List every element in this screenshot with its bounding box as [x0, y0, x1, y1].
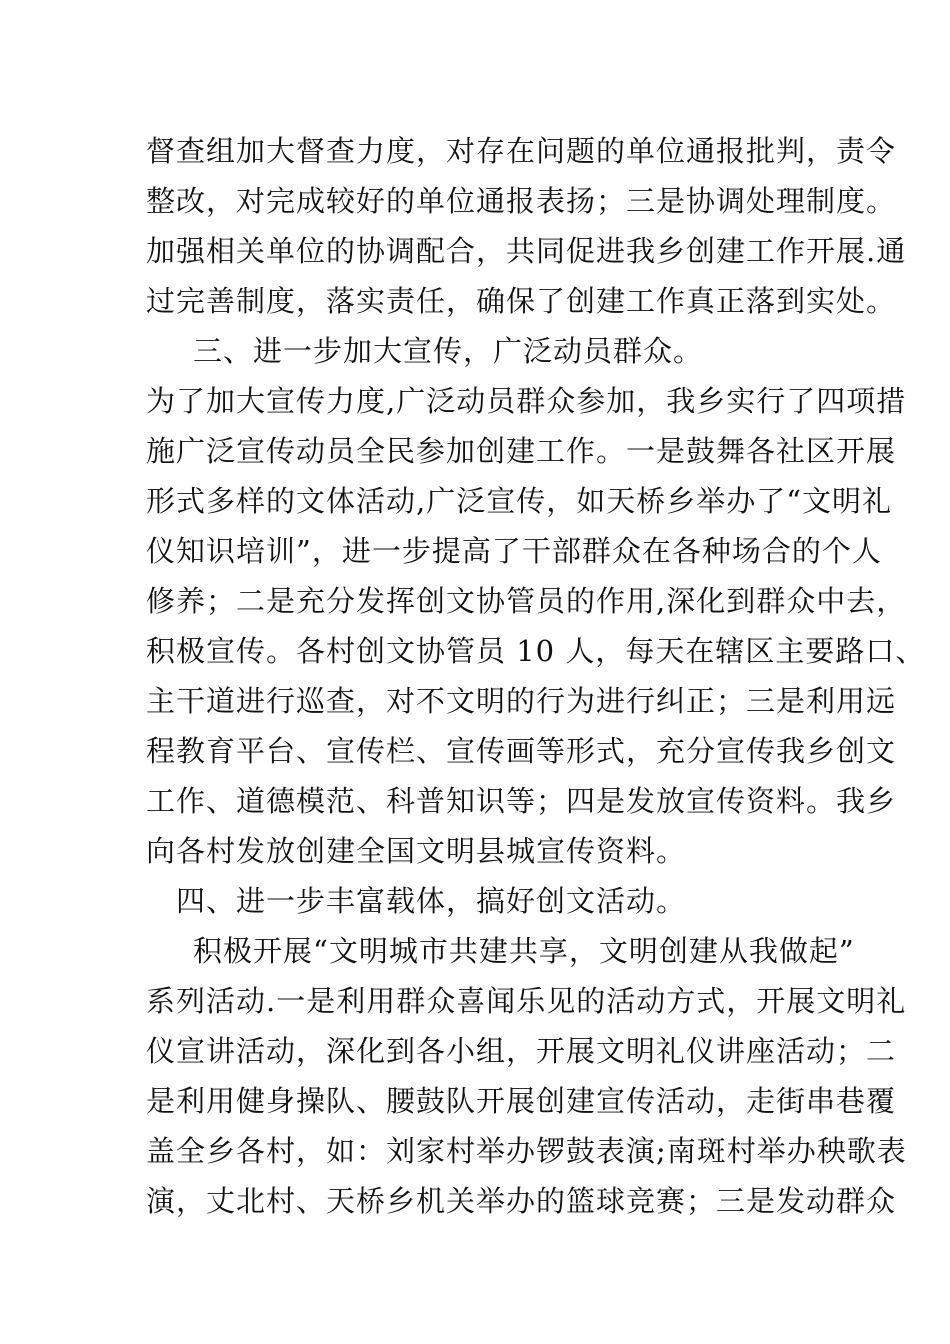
text-line: 形式多样的文体活动,广泛宣传，如天桥乡举办了“文明礼	[146, 484, 893, 518]
section-heading: 三、进一步加大宣传，广泛动员群众。	[193, 334, 704, 368]
text-line: 施广泛宣传动员全民参加创建工作。一是鼓舞各社区开展	[146, 434, 897, 468]
text-line: 工作、道德模范、科普知识等；四是发放宣传资料。我乡	[146, 784, 897, 818]
text-line: 仪宣讲活动，深化到各小组，开展文明礼仪讲座活动；二	[146, 1034, 897, 1068]
section-heading: 四、进一步丰富载体，搞好创文活动。	[176, 884, 687, 918]
text-line: 积极宣传。各村创文协管员 10 人，每天在辖区主要路口、	[146, 634, 926, 668]
text-line: 盖全乡各村，如：刘家村举办锣鼓表演;南斑村举办秧歌表	[146, 1134, 907, 1168]
text-line: 主干道进行巡查，对不文明的行为进行纠正；三是利用远	[146, 684, 897, 718]
text-line: 演，丈北村、天桥乡机关举办的篮球竞赛；三是发动群众	[146, 1184, 897, 1218]
text-line: 是利用健身操队、腰鼓队开展创建宣传活动，走街串巷覆	[146, 1084, 897, 1118]
text-line: 向各村发放创建全国文明县城宣传资料。	[146, 834, 687, 868]
text-line: 加强相关单位的协调配合，共同促进我乡创建工作开展.通	[146, 234, 907, 268]
text-line: 仪知识培训”，进一步提高了干部群众在各种场合的个人	[146, 534, 882, 568]
text-line: 程教育平台、宣传栏、宣传画等形式，充分宣传我乡创文	[146, 734, 897, 768]
text-line: 过完善制度，落实责任，确保了创建工作真正落到实处。	[146, 284, 897, 318]
text-line: 为了加大宣传力度,广泛动员群众参加，我乡实行了四项措	[146, 384, 907, 418]
text-line: 修养；二是充分发挥创文协管员的作用,深化到群众中去，	[146, 584, 907, 618]
text-line: 系列活动.一是利用群众喜闻乐见的活动方式，开展文明礼	[146, 984, 907, 1018]
text-line: 整改，对完成较好的单位通报表扬；三是协调处理制度。	[146, 184, 897, 218]
text-line: 督查组加大督查力度，对存在问题的单位通报批判，责令	[146, 134, 897, 168]
text-line: 积极开展“文明城市共建共享，文明创建从我做起”	[193, 934, 855, 968]
